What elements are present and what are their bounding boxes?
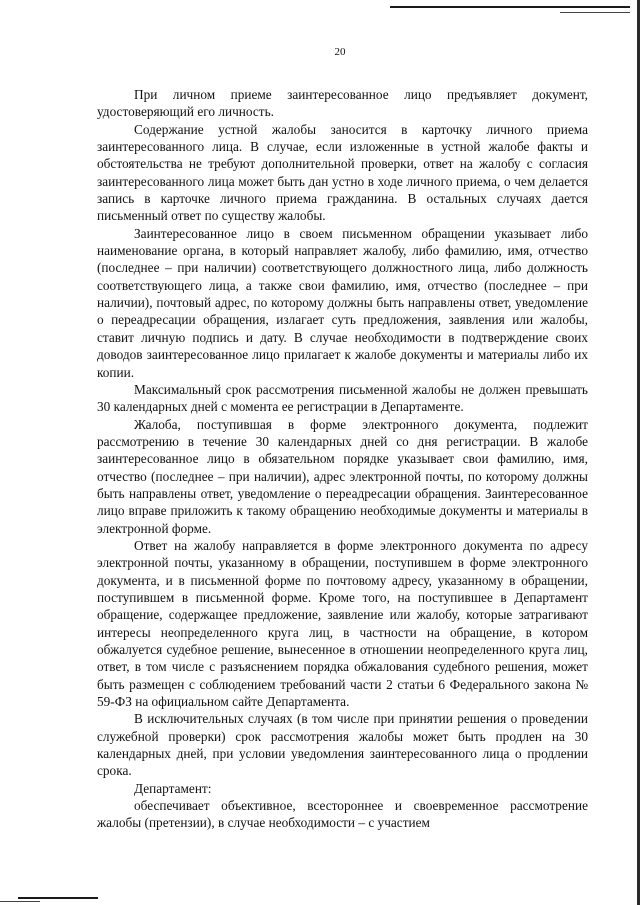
top-scan-rule: [390, 6, 630, 8]
paragraph-response-delivery: Ответ на жалобу направляется в форме электронного документа по адресу электронной почты, указанному в обращении, поступившем в форме электронного документа, и в письменной форме по почтовому адресу, указанному в обращении, поступившем в письменной форме. Кроме того, на поступившее в Департамент обращение, содержащее предложение, заявление или жалобу, которые затрагивают интересы неопределенного круга лиц, в частности на обращение, в котором обжалуется судебное решение, вынесенное в отношении неопределенного круга лиц, ответ, в том числе с разъяснением порядка обжалования судебного решения, может быть размещен с соблюдением требований части 2 статьи 6 Федерального закона № 59-ФЗ на официальном сайте Департамента.: [97, 537, 588, 710]
paragraph-department-heading: Департамент:: [134, 780, 212, 796]
top-scan-rule-secondary: [560, 12, 630, 13]
paragraph-department-obligations: обеспечивает объективное, всестороннее и своевременное рассмотрение жалобы (претензии), в случае необходимости – с участием: [97, 798, 588, 831]
bottom-scan-rule: [18, 897, 98, 899]
paragraph-written-complaint-requirements: Заинтересованное лицо в своем письменном обращении указывает либо наименование органа, в который направляет жалобу, либо фамилию, имя, отчество (последнее – при наличии) соответствующего должностного лица, либо должность соответствующего лица, а также свои фамилию, имя, отчество (последнее – при наличии), почтовый адрес, по которому должны быть направлены ответ, уведомление о переадресации обращения, излагает суть предложения, заявления или жалобы, ставит личную подпись и дату. В случае необходимости в подтверждение своих доводов заинтересованное лицо прилагает к жалобе документы и материалы либо их копии.: [97, 225, 588, 380]
bottom-scan-rule-secondary: [0, 901, 40, 902]
paragraph-electronic-complaint: Жалоба, поступившая в форме электронного документа, подлежит рассмотрению в течение 30 календарных дней со дня регистрации. В жалобе заинтересованное лицо в обязательном порядке указывает свои фамилию, имя, отчество (последнее – при наличии), адрес электронной почты, по которому должны быть направлены ответ, уведомление о переадресации обращения. Заинтересованное лицо вправе приложить к такому обращению необходимые документы и материалы в электронной форме.: [97, 416, 588, 536]
page-number: 20: [334, 46, 346, 58]
paragraph-exceptional-cases: В исключительных случаях (в том числе при принятии решения о проведении служебной проверки) срок рассмотрения жалобы может быть продлен на 30 календарных дней, при условии уведомления заинтересованного лица о продлении срока.: [97, 711, 588, 779]
document-body: [97, 86, 588, 832]
paragraph-oral-complaint: Содержание устной жалобы заносится в карточку личного приема заинтересованного лица. В случае, если изложенные в устной жалобе факты и обстоятельства не требуют дополнительной проверки, ответ на жалобу с согласия заинтересованного лица может быть дан устно в ходе личного приема, о чем делается запись в карточке личного приема гражданина. В остальных случаях дается письменный ответ по существу жалобы.: [97, 121, 588, 224]
paragraph-personal-reception: При личном приеме заинтересованное лицо предъявляет документ, удостоверяющий его личность.: [97, 87, 588, 120]
paragraph-max-review-period: Максимальный срок рассмотрения письменной жалобы не должен превышать 30 календарных дней с момента ее регистрации в Департаменте.: [97, 381, 588, 415]
